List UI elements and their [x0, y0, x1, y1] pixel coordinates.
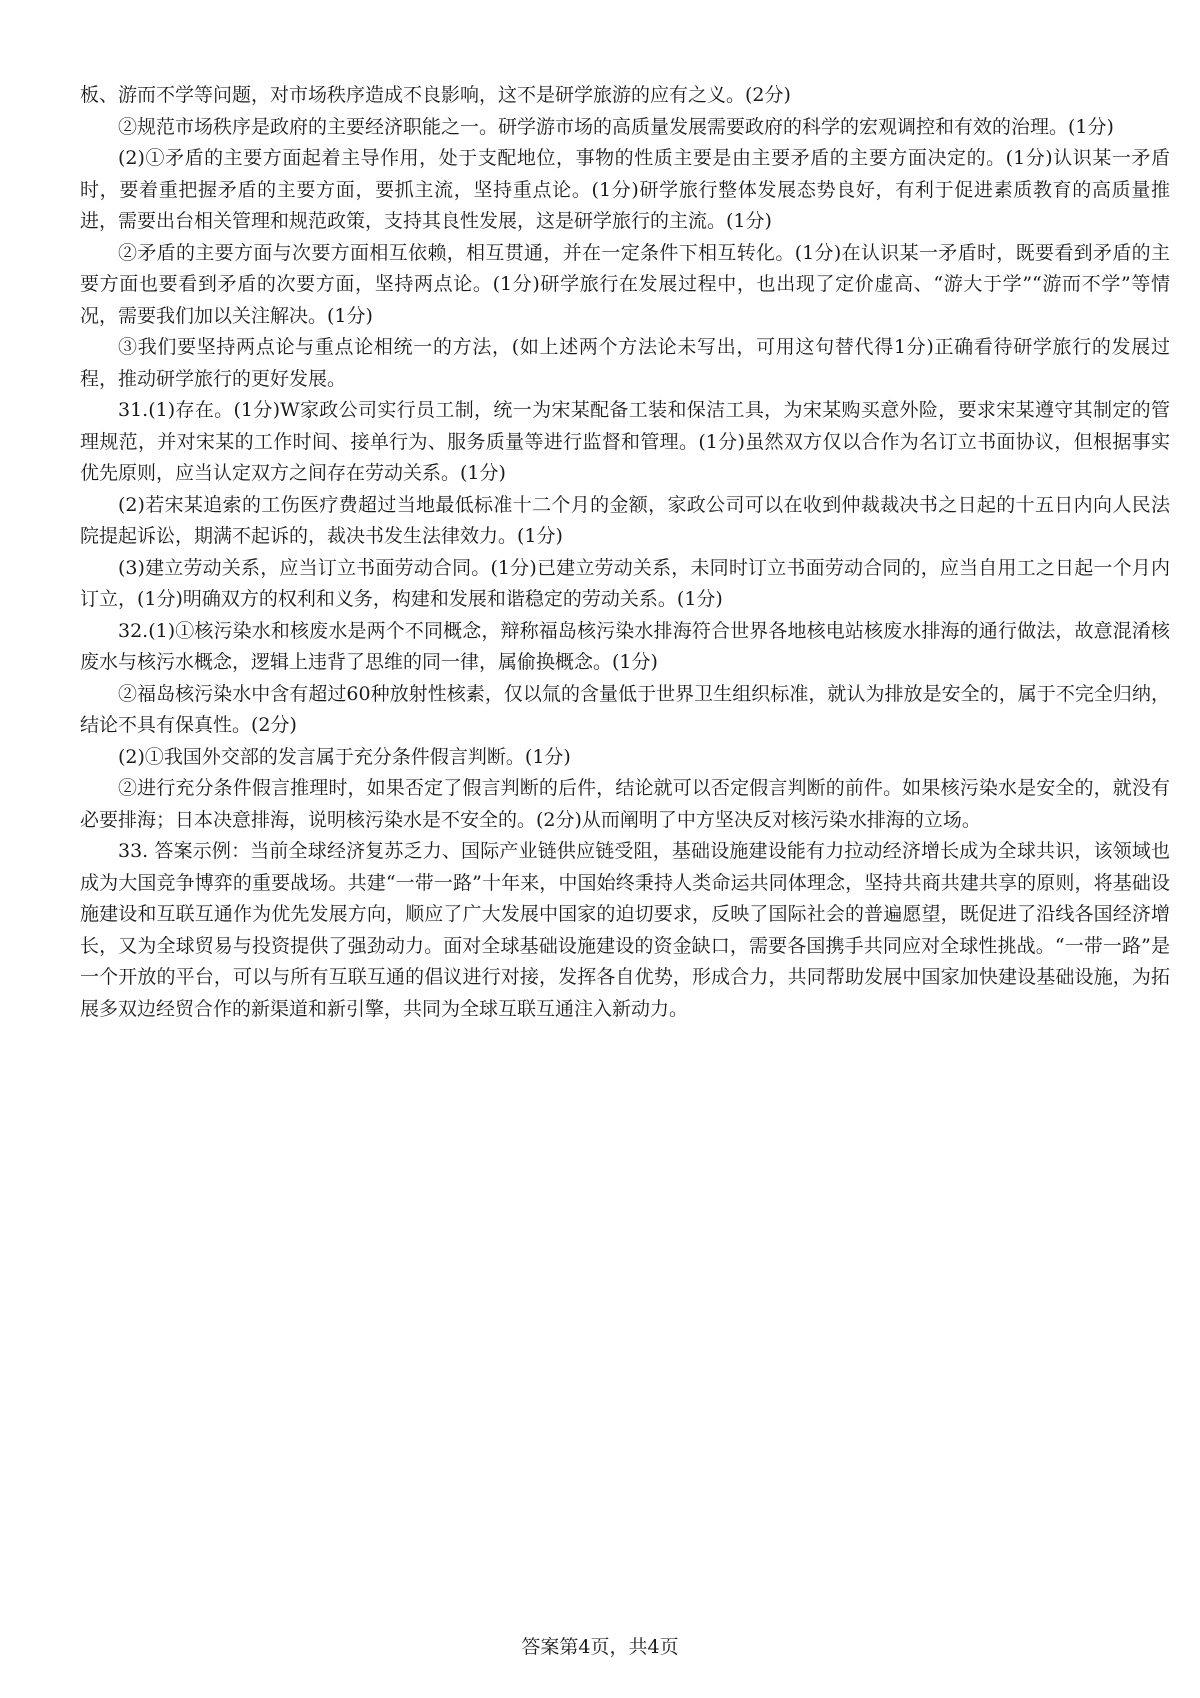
answer-paragraph-continuation: 板、游而不学等问题，对市场秩序造成不良影响，这不是研学旅游的应有之义。(2分)	[80, 84, 791, 106]
answer-paragraph: ②规范市场秩序是政府的主要经济职能之一。研学游市场的高质量发展需要政府的科学的宏观调控和有效的治理。(1分)	[118, 115, 1114, 138]
page-footer: 答案第4页，共4页	[521, 1636, 679, 1658]
answer-paragraph: (2)①我国外交部的发言属于充分条件假言判断。(1分)	[118, 745, 571, 768]
answer-paragraph-q32: 32.(1)①核污染水和核废水是两个不同概念，辩称福岛核污染水排海符合世界各地核电站核废水排海的通行做法，故意混淆核废水与核污水概念，逻辑上违背了思维的同一律，属偷换概念。(1分)	[80, 619, 1170, 673]
answer-paragraph-q33: 33. 答案示例：当前全球经济复苏乏力、国际产业链供应链受阻，基础设施建设能有力拉动经济增长成为全球共识，该领域也成为大国竞争博弈的重要战场。共建“一带一路”十年来，中国始终秉持人类命运共同体理念，坚持共商共建共享的原则，将基础设施建设和互联互通作为优先发展方向，顺应了广大发展中国家的迫切要求，反映了国际社会的普遍愿望，既促进了沿线各国经济增长，又为全球贸易与投资提供了强劲动力。面对全球基础设施建设的资金缺口，需要各国携手共同应对全球性挑战。“一带一路”是一个开放的平台，可以与所有互联互通的倡议进行对接，发挥各自优势，形成合力，共同帮助发展中国家加快建设基础设施，为拓展多双边经贸合作的新渠道和新引擎，共同为全球互联互通注入新动力。	[80, 840, 1170, 1020]
answer-paragraph: ②进行充分条件假言推理时，如果否定了假言判断的后件，结论就可以否定假言判断的前件。如果核污染水是安全的，就没有必要排海；日本决意排海，说明核污染水是不安全的。(2分)从而阐明了中方坚决反对核污染水排海的立场。	[80, 777, 1170, 831]
answer-paragraph: (2)①矛盾的主要方面起着主导作用，处于支配地位，事物的性质主要是由主要矛盾的主要方面决定的。(1分)认识某一矛盾时，要着重把握矛盾的主要方面，要抓主流，坚持重点论。(1分)研学旅行整体发展态势良好，有利于促进素质教育的高质量推进，需要出台相关管理和规范政策，支持其良性发展，这是研学旅行的主流。(1分)	[80, 147, 1170, 232]
answer-paragraph: (2)若宋某追索的工伤医疗费超过当地最低标准十二个月的金额，家政公司可以在收到仲裁裁决书之日起的十五日内向人民法院提起诉讼，期满不起诉的，裁决书发生法律效力。(1分)	[80, 493, 1170, 547]
answer-paragraph: ②矛盾的主要方面与次要方面相互依赖，相互贯通，并在一定条件下相互转化。(1分)在认识某一矛盾时，既要看到矛盾的主要方面也要看到矛盾的次要方面，坚持两点论。(1分)研学旅行在发展过程中，也出现了定价虚高、“游大于学”“游而不学”等情况，需要我们加以关注解决。(1分)	[80, 241, 1170, 327]
answer-paragraph: (3)建立劳动关系，应当订立书面劳动合同。(1分)已建立劳动关系，未同时订立书面劳动合同的，应当自用工之日起一个月内订立，(1分)明确双方的权利和义务，构建和发展和谐稳定的劳动关系。(1分)	[80, 556, 1170, 610]
answer-paragraph-q31: 31.(1)存在。(1分)W家政公司实行员工制，统一为宋某配备工装和保洁工具，为宋某购买意外险，要求宋某遵守其制定的管理规范，并对宋某的工作时间、接单行为、服务质量等进行监督和管理。(1分)虽然双方仅以合作为名订立书面协议，但根据事实优先原则，应当认定双方之间存在劳动关系。(1分)	[80, 399, 1170, 484]
answer-paragraph: ③我们要坚持两点论与重点论相统一的方法，(如上述两个方法论未写出，可用这句替代得1分)正确看待研学旅行的发展过程，推动研学旅行的更好发展。	[80, 336, 1170, 390]
answer-page-body	[80, 80, 1170, 1025]
answer-paragraph: ②福岛核污染水中含有超过60种放射性核素，仅以氚的含量低于世界卫生组织标准，就认为排放是安全的，属于不完全归纳，结论不具有保真性。(2分)	[80, 682, 1170, 736]
